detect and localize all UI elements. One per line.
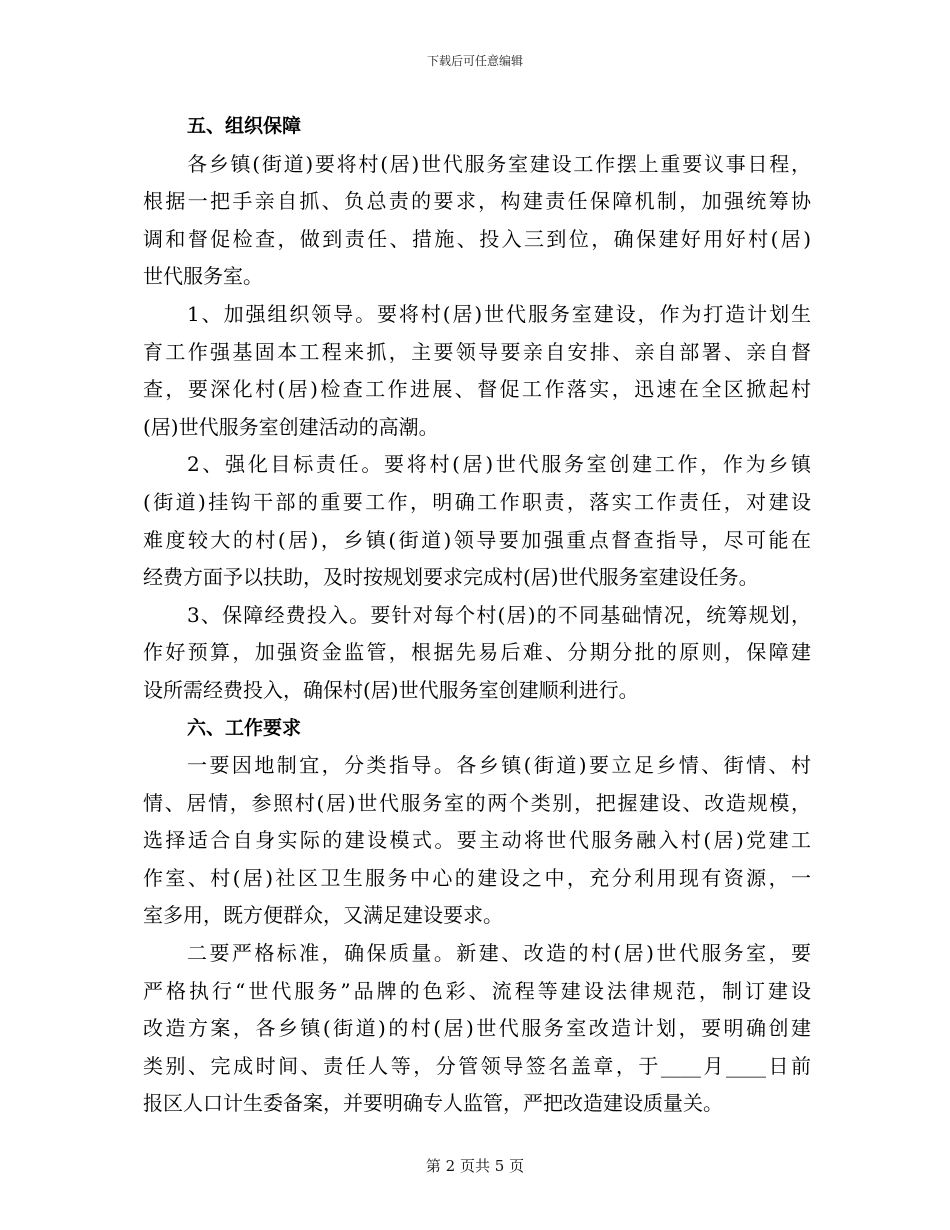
paragraph-line: 调和督促检查，做到责任、措施、投入三到位，确保建好用好村(居) bbox=[143, 226, 811, 251]
paragraph-line: 报区人口计生委备案，并要明确专人监管，严把改造建设质量关。 bbox=[143, 1091, 723, 1116]
paragraph-line: 二要严格标准，确保质量。新建、改造的村(居)世代服务室，要 bbox=[187, 941, 811, 966]
paragraph-line: 类别、完成时间、责任人等，分管领导签名盖章，于____月____日前 bbox=[143, 1053, 811, 1078]
paragraph-line: 难度较大的村(居)，乡镇(街道)领导要加强重点督查指导，尽可能在 bbox=[143, 527, 811, 552]
paragraph-line: 各乡镇(街道)要将村(居)世代服务室建设工作摆上重要议事日程， bbox=[187, 151, 811, 176]
paragraph-line: 严格执行“世代服务”品牌的色彩、流程等建设法律规范，制订建设 bbox=[143, 978, 811, 1003]
paragraph-line: 经费方面予以扶助，及时按规划要求完成村(居)世代服务室建设任务。 bbox=[143, 565, 759, 590]
paragraph-line: 改造方案，各乡镇(街道)的村(居)世代服务室改造计划，要明确创建 bbox=[143, 1016, 811, 1041]
section-heading: 五、组织保障 bbox=[187, 115, 302, 137]
paragraph-line: 世代服务室。 bbox=[143, 264, 263, 289]
paragraph-line: 查，要深化村(居)检查工作进展、督促工作落实，迅速在全区掀起村 bbox=[143, 377, 811, 402]
paragraph-line: (街道)挂钩干部的重要工作，明确工作职责，落实工作责任，对建设 bbox=[143, 489, 811, 514]
paragraph-line: 一要因地制宜，分类指导。各乡镇(街道)要立足乡情、街情、村 bbox=[187, 753, 811, 778]
document-body bbox=[143, 108, 811, 1123]
section-heading: 六、工作要求 bbox=[187, 716, 302, 739]
page-header: 下载后可任意编辑 bbox=[426, 54, 523, 68]
paragraph-line: 选择适合自身实际的建设模式。要主动将世代服务融入村(居)党建工 bbox=[143, 828, 811, 853]
paragraph-line: 情、居情，参照村(居)世代服务室的两个类别，把握建设、改造规模， bbox=[143, 790, 811, 815]
paragraph-line: 育工作强基固本工程来抓，主要领导要亲自安排、亲自部署、亲自督 bbox=[143, 339, 811, 364]
paragraph-line: 设所需经费投入，确保村(居)世代服务室创建顺利进行。 bbox=[143, 677, 639, 702]
paragraph-line: 3、保障经费投入。要针对每个村(居)的不同基础情况，统筹规划， bbox=[187, 602, 811, 627]
paragraph-line: 作室、村(居)社区卫生服务中心的建设之中，充分利用现有资源，一 bbox=[143, 865, 811, 890]
page-footer: 第 2 页共 5 页 bbox=[425, 1157, 525, 1175]
paragraph-line: 作好预算，加强资金监管，根据先易后难、分期分批的原则，保障建 bbox=[143, 640, 811, 665]
paragraph-line: 1、加强组织领导。要将村(居)世代服务室建设，作为打造计划生 bbox=[187, 301, 811, 326]
paragraph-line: (居)世代服务室创建活动的高潮。 bbox=[143, 414, 439, 439]
paragraph-line: 根据一把手亲自抓、负总责的要求，构建责任保障机制，加强统筹协 bbox=[143, 189, 811, 214]
paragraph-line: 室多用，既方便群众，又满足建设要求。 bbox=[143, 903, 503, 928]
paragraph-line: 2、强化目标责任。要将村(居)世代服务室创建工作，作为乡镇 bbox=[187, 452, 811, 477]
